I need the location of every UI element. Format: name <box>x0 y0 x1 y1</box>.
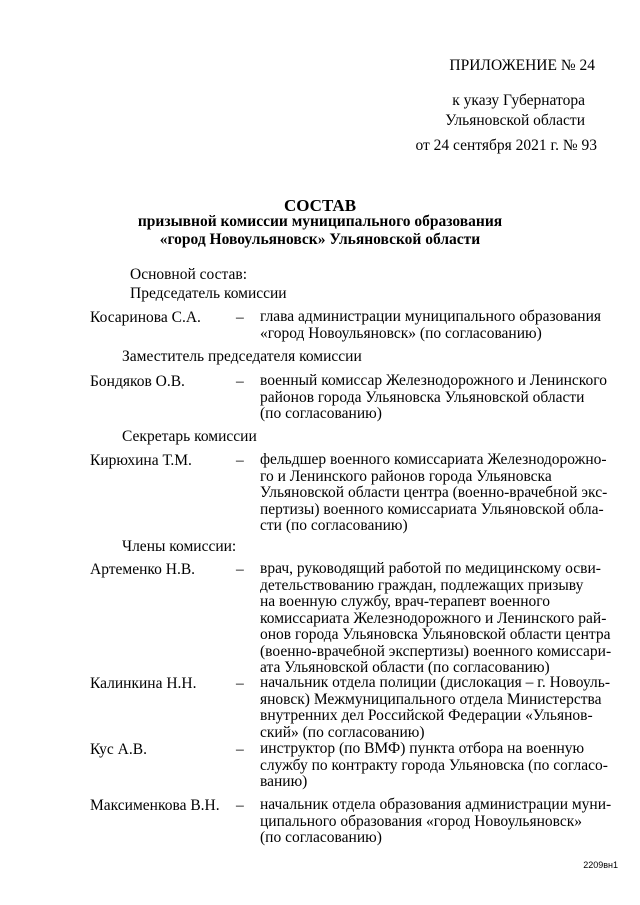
position-line: го и Ленинского районов города Ульяновска <box>260 467 552 485</box>
position-line: ский» (по согласованию) <box>260 723 425 741</box>
member-position <box>260 452 610 535</box>
position-line: службу по контракту города Ульяновска (по согласо- <box>260 756 608 774</box>
position-line: «город Новоульяновск» (по согласованию) <box>260 324 542 342</box>
position-line: детельствованию граждан, подлежащих призыву <box>260 576 584 594</box>
position-line: военный комиссар Железнодорожного и Ленинского <box>260 372 608 389</box>
section-deputy: Заместитель председателя комиссии <box>122 348 362 365</box>
decree-reference-line: к указу Губернатора <box>452 92 585 109</box>
decree-date: от 24 сентября 2021 г. № 93 <box>415 137 597 154</box>
member-position <box>260 797 610 847</box>
member-name: Калинкина Н.Н. <box>90 675 197 692</box>
position-line: начальник отдела полиции (дислокация – г. Новоуль- <box>260 674 610 691</box>
member-position <box>260 561 610 677</box>
position-line: сти (по согласованию) <box>260 517 408 534</box>
position-line: начальник отдела образования администрации муни- <box>260 796 612 813</box>
member-position <box>260 675 610 741</box>
position-line: (по согласованию) <box>260 405 382 422</box>
position-line: инструктор (по ВМФ) пункта отбора на военную <box>260 740 585 757</box>
position-line: Ульяновской области центра (военно-врачебной экс- <box>260 484 608 501</box>
position-line: ванию) <box>260 773 308 790</box>
position-line: ципального образования «город Новоульяновск» <box>260 812 583 830</box>
position-line: яновск) Межмуниципального отдела Министерства <box>260 690 602 708</box>
position-line: внутренних дел Российской Федерации «Ульянов- <box>260 707 593 724</box>
member-name: Кирюхина Т.М. <box>90 452 192 469</box>
dash-separator: – <box>236 741 244 758</box>
position-line: пертизы) военного комиссариата Ульяновской обла- <box>260 500 604 518</box>
member-position <box>260 741 610 791</box>
section-secretary: Секретарь комиссии <box>122 428 257 445</box>
decree-reference <box>380 91 585 131</box>
position-line: фельдшер военного комиссариата Железнодорожно- <box>260 451 607 468</box>
subtitle-line: призывной комиссии муниципального образования <box>137 213 503 230</box>
section-main-composition: Основной состав: <box>130 266 248 283</box>
dash-separator: – <box>236 373 244 390</box>
position-line: глава администрации муниципального образования <box>260 308 601 325</box>
dash-separator: – <box>236 452 244 469</box>
member-position <box>260 309 610 342</box>
decree-reference-line: Ульяновской области <box>445 112 585 129</box>
member-name: Кус А.В. <box>90 741 147 758</box>
position-line: (по согласованию) <box>260 829 382 846</box>
document-code: 2209вн1 <box>583 860 618 870</box>
position-line: на военную службу, врач-терапевт военного <box>260 593 550 610</box>
position-line: врач, руководящий работой по медицинскому осви- <box>260 560 601 577</box>
appendix-number: ПРИЛОЖЕНИЕ № 24 <box>449 57 595 74</box>
document-subtitle <box>0 213 640 249</box>
dash-separator: – <box>236 675 244 692</box>
member-name: Максименкова В.Н. <box>90 797 220 814</box>
position-line: онов города Ульяновска Ульяновской области центра <box>260 626 611 643</box>
document-title: СОСТАВ <box>283 196 357 215</box>
section-members: Члены комиссии: <box>122 538 237 555</box>
member-position <box>260 373 610 423</box>
dash-separator: – <box>236 561 244 578</box>
position-line: комиссариата Железнодорожного и Ленинского рай- <box>260 609 607 627</box>
member-name: Бондяков О.В. <box>90 373 185 390</box>
dash-separator: – <box>236 309 244 326</box>
dash-separator: – <box>236 797 244 814</box>
subtitle-line: «город Новоульяновск» Ульяновской области <box>159 231 481 248</box>
position-line: ата Ульяновской области (по согласованию) <box>260 659 550 676</box>
position-line: (военно-врачебной экспертизы) военного комиссари- <box>260 642 612 660</box>
member-name: Артеменко Н.В. <box>90 561 196 578</box>
position-line: районов города Ульяновска Ульяновской области <box>260 388 585 406</box>
member-name: Косаринова С.А. <box>90 309 201 326</box>
section-chairman: Председатель комиссии <box>130 285 287 302</box>
